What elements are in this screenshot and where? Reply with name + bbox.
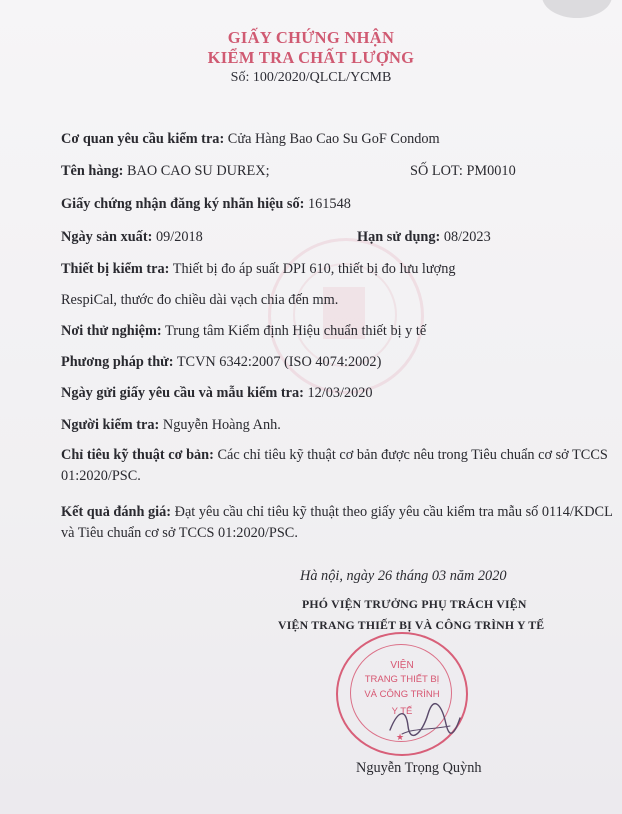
certificate-subtitle: KIỂM TRA CHẤT LƯỢNG — [207, 48, 415, 67]
certificate-title: GIẤY CHỨNG NHẬN — [227, 28, 395, 47]
signer-organization: VIỆN TRANG THIẾT BỊ VÀ CÔNG TRÌNH Y TẾ — [278, 618, 545, 632]
field-result: Kết quả đánh giá: Đạt yêu cầu chỉ tiêu kỹ thuật theo giấy yêu cầu kiểm tra mẫu số 0114/KDCL và Tiêu chuẩn cơ sở TCCS 01:2020/PSC. — [61, 504, 613, 541]
field-trademark: Giấy chứng nhận đăng ký nhãn hiệu số: 161548 — [61, 196, 351, 212]
signer-position: PHÓ VIỆN TRƯỞNG PHỤ TRÁCH VIỆN — [302, 597, 527, 611]
field-sent-date: Ngày gửi giấy yêu cầu và mẫu kiểm tra: 12/03/2020 — [61, 385, 373, 401]
official-stamp: VIỆN TRANG THIẾT BỊ VÀ CÔNG TRÌNH Y TẾ ★ — [336, 632, 468, 756]
handwritten-signature — [384, 700, 464, 740]
field-criteria: Chỉ tiêu kỹ thuật cơ bản: Các chỉ tiêu kỹ thuật cơ bản được nêu trong Tiêu chuẩn cơ sở TCCS 01:2020/PSC. — [61, 447, 608, 484]
field-inspector: Người kiểm tra: Nguyễn Hoàng Anh. — [61, 417, 281, 433]
lot-number: SỐ LOT: PM0010 — [410, 163, 516, 179]
field-requester: Cơ quan yêu cầu kiểm tra: Cửa Hàng Bao Cao Su GoF Condom — [61, 131, 440, 147]
corner-shadow — [542, 0, 612, 18]
signing-date: Hà nội, ngày 26 tháng 03 năm 2020 — [300, 568, 507, 584]
signer-name: Nguyễn Trọng Quỳnh — [356, 760, 482, 776]
field-test-method: Phương pháp thử: TCVN 6342:2007 (ISO 4074:2002) — [61, 354, 382, 370]
document-number: Số: 100/2020/QLCL/YCMB — [230, 70, 392, 85]
field-product: Tên hàng: BAO CAO SU DUREX; SỐ LOT: PM0010 — [61, 163, 516, 179]
field-equipment-cont: RespiCal, thước đo chiều dài vạch chia đến mm. — [61, 292, 339, 308]
expiry-date: Hạn sử dụng: 08/2023 — [357, 229, 491, 245]
certificate-header — [0, 28, 622, 87]
star-icon: ★ — [396, 732, 405, 742]
field-test-place: Nơi thử nghiệm: Trung tâm Kiểm định Hiệu chuẩn thiết bị y tế — [61, 323, 427, 339]
field-equipment: Thiết bị kiểm tra: Thiết bị đo áp suất DPI 610, thiết bị đo lưu lượng — [61, 261, 456, 277]
field-dates: Ngày sản xuất: 09/2018 Hạn sử dụng: 08/2023 — [61, 229, 491, 245]
